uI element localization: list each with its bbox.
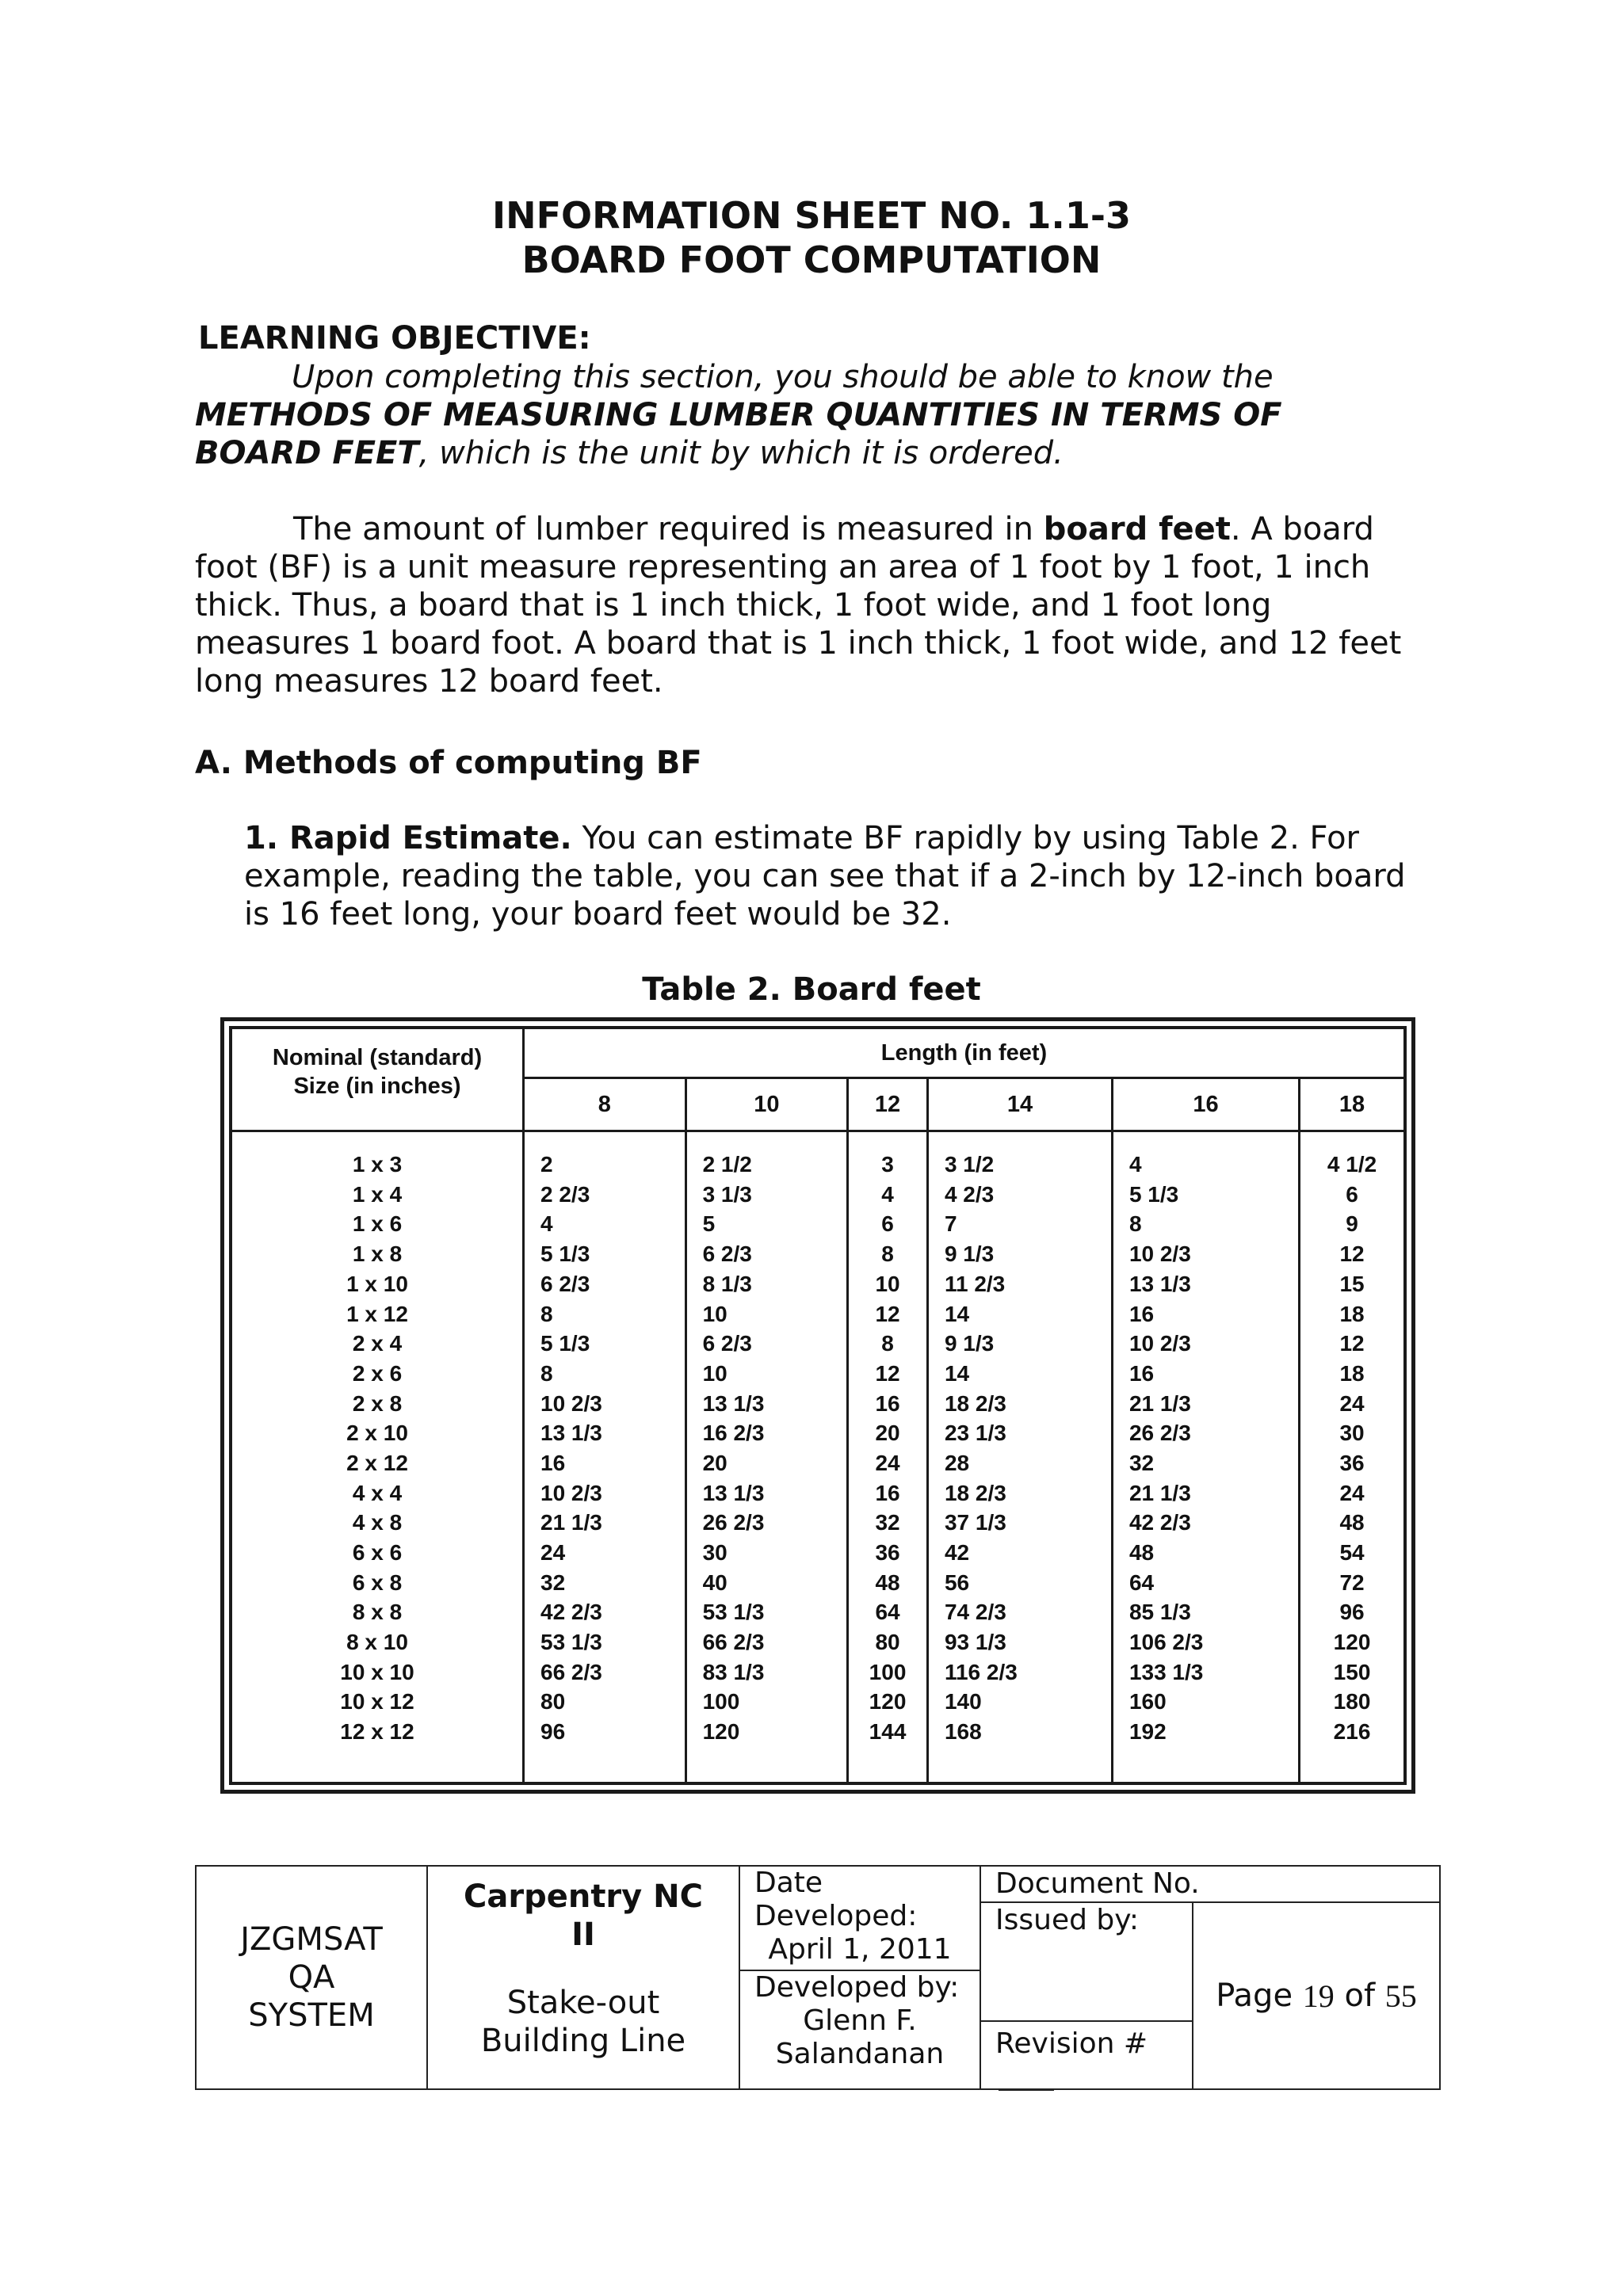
board-feet-cell: 4 2/3 xyxy=(927,1180,1112,1210)
table-row xyxy=(231,1627,1405,1657)
learning-objective-text xyxy=(195,358,1415,472)
table-row xyxy=(231,1209,1405,1239)
page-current: 19 xyxy=(1302,1978,1335,2014)
board-feet-cell: 48 xyxy=(1112,1538,1299,1568)
learning-objective-emphasis: METHODS OF MEASURING LUMBER QUANTITIES IN TERMS OF BOARD FEET xyxy=(195,397,1282,471)
board-feet-cell: 24 xyxy=(848,1448,928,1478)
intro-part-2: . A board foot (BF) is a unit measure representing an area of 1 foot by 1 foot, 1 inch thick. Thus, a board that is 1 inch thick, 1 foot wide, and 1 foot long measures 1 board foot. A board that is 1 inch thick, 1 foot wide, and 12 feet long measures 12 board feet. xyxy=(195,511,1402,700)
row-size-cell: 2 x 4 xyxy=(231,1329,524,1359)
course-line-2: II xyxy=(571,1917,595,1953)
module-line-2: Building Line xyxy=(480,2023,686,2059)
board-feet-cell: 3 xyxy=(848,1131,928,1180)
board-feet-cell: 96 xyxy=(524,1717,686,1747)
board-feet-cell: 26 2/3 xyxy=(1112,1418,1299,1448)
revision-blank-line xyxy=(999,2088,1054,2091)
intro-bold-term: board feet xyxy=(1043,511,1231,547)
table-row xyxy=(231,1687,1405,1717)
table-row xyxy=(231,1239,1405,1269)
board-feet-cell: 36 xyxy=(1300,1448,1405,1478)
board-feet-cell: 48 xyxy=(848,1568,928,1598)
module-line-1: Stake-out xyxy=(506,1985,660,2021)
board-feet-cell: 100 xyxy=(685,1687,848,1717)
board-feet-cell: 24 xyxy=(524,1538,686,1568)
board-feet-cell: 8 xyxy=(848,1239,928,1269)
board-feet-cell: 10 2/3 xyxy=(524,1478,686,1508)
board-feet-cell: 8 1/3 xyxy=(685,1269,848,1299)
table-row xyxy=(231,1299,1405,1329)
board-feet-cell: 120 xyxy=(848,1687,928,1717)
board-feet-cell: 216 xyxy=(1300,1717,1405,1747)
rapid-estimate-title: 1. Rapid Estimate. xyxy=(244,820,572,856)
board-feet-cell: 10 2/3 xyxy=(1112,1329,1299,1359)
revision-label: Revision # xyxy=(995,2027,1148,2060)
board-feet-cell: 32 xyxy=(1112,1448,1299,1478)
board-feet-cell: 6 xyxy=(1300,1180,1405,1210)
board-feet-cell: 28 xyxy=(927,1448,1112,1478)
page-word: Page xyxy=(1216,1978,1293,2014)
table-bottom-spacer xyxy=(231,1747,1405,1783)
title-line-1: INFORMATION SHEET NO. 1.1-3 xyxy=(491,194,1131,237)
board-feet-cell: 53 1/3 xyxy=(524,1627,686,1657)
table-row xyxy=(231,1418,1405,1448)
row-size-cell: 1 x 4 xyxy=(231,1180,524,1210)
table-row xyxy=(231,1389,1405,1419)
board-feet-cell: 64 xyxy=(848,1597,928,1627)
rapid-estimate-paragraph xyxy=(244,819,1417,933)
board-feet-cell: 13 1/3 xyxy=(685,1389,848,1419)
board-feet-cell: 116 2/3 xyxy=(927,1657,1112,1688)
board-feet-cell: 2 1/2 xyxy=(685,1131,848,1180)
board-feet-cell: 6 xyxy=(848,1209,928,1239)
board-feet-cell: 18 xyxy=(1300,1299,1405,1329)
board-feet-cell: 7 xyxy=(927,1209,1112,1239)
board-feet-cell: 10 xyxy=(848,1269,928,1299)
board-feet-cell: 64 xyxy=(1112,1568,1299,1598)
revision-cell xyxy=(981,2022,1192,2088)
board-feet-cell: 30 xyxy=(1300,1418,1405,1448)
board-feet-cell: 16 xyxy=(848,1478,928,1508)
course-line-1: Carpentry NC xyxy=(464,1878,703,1915)
board-feet-cell: 6 2/3 xyxy=(524,1269,686,1299)
board-feet-cell: 5 1/3 xyxy=(1112,1180,1299,1210)
length-col-header: 10 xyxy=(685,1078,848,1131)
board-feet-cell: 2 xyxy=(524,1131,686,1180)
size-header-line-1: Nominal (standard) xyxy=(272,1045,483,1070)
date-label-line-2: Developed: xyxy=(754,1900,918,1932)
board-feet-cell: 2 2/3 xyxy=(524,1180,686,1210)
document-title xyxy=(0,193,1623,282)
row-size-cell: 1 x 3 xyxy=(231,1131,524,1180)
board-feet-cell: 66 2/3 xyxy=(685,1627,848,1657)
board-feet-cell: 100 xyxy=(848,1657,928,1688)
board-feet-cell: 10 2/3 xyxy=(524,1389,686,1419)
board-feet-cell: 21 1/3 xyxy=(1112,1478,1299,1508)
rapid-estimate-text: You can estimate BF rapidly by using Table 2. For example, reading the table, you can see that if a 2-inch by 12-inch board is 16 feet long, your board feet would be 32. xyxy=(244,820,1406,933)
board-feet-cell: 74 2/3 xyxy=(927,1597,1112,1627)
board-feet-cell: 36 xyxy=(848,1538,928,1568)
board-feet-cell: 160 xyxy=(1112,1687,1299,1717)
board-feet-cell: 83 1/3 xyxy=(685,1657,848,1688)
board-feet-cell: 72 xyxy=(1300,1568,1405,1598)
board-feet-cell: 106 2/3 xyxy=(1112,1627,1299,1657)
footer-document-info xyxy=(980,1866,1440,2089)
row-size-cell: 4 x 8 xyxy=(231,1508,524,1538)
board-feet-cell: 144 xyxy=(848,1717,928,1747)
row-size-cell: 2 x 10 xyxy=(231,1418,524,1448)
org-line-2: QA xyxy=(288,1959,335,1996)
row-size-cell: 4 x 4 xyxy=(231,1478,524,1508)
board-feet-cell: 12 xyxy=(848,1299,928,1329)
board-feet-cell: 5 xyxy=(685,1209,848,1239)
board-feet-cell: 8 xyxy=(524,1299,686,1329)
board-feet-cell: 4 xyxy=(1112,1131,1299,1180)
board-feet-cell: 15 xyxy=(1300,1269,1405,1299)
page-total: 55 xyxy=(1384,1978,1417,2014)
module-name xyxy=(428,1984,739,2060)
table-caption: Table 2. Board feet xyxy=(642,971,981,1008)
row-size-cell: 6 x 6 xyxy=(231,1538,524,1568)
intro-paragraph xyxy=(195,510,1431,700)
board-feet-cell: 40 xyxy=(685,1568,848,1598)
board-feet-table-frame xyxy=(220,1017,1415,1794)
board-feet-cell: 10 2/3 xyxy=(1112,1239,1299,1269)
learning-objective-tail: , which is the unit by which it is ordered. xyxy=(418,435,1064,471)
board-feet-cell: 120 xyxy=(1300,1627,1405,1657)
page-of-word: of xyxy=(1344,1978,1376,2014)
board-feet-cell: 13 1/3 xyxy=(524,1418,686,1448)
row-size-cell: 1 x 6 xyxy=(231,1209,524,1239)
row-size-cell: 10 x 12 xyxy=(231,1687,524,1717)
board-feet-cell: 4 1/2 xyxy=(1300,1131,1405,1180)
board-feet-cell: 18 xyxy=(1300,1359,1405,1389)
length-col-header: 8 xyxy=(524,1078,686,1131)
board-feet-cell: 168 xyxy=(927,1717,1112,1747)
board-feet-cell: 6 2/3 xyxy=(685,1329,848,1359)
board-feet-cell: 37 1/3 xyxy=(927,1508,1112,1538)
table-row xyxy=(231,1180,1405,1210)
row-size-cell: 12 x 12 xyxy=(231,1717,524,1747)
board-feet-cell: 24 xyxy=(1300,1478,1405,1508)
board-feet-cell: 8 xyxy=(524,1359,686,1389)
board-feet-cell: 32 xyxy=(524,1568,686,1598)
board-feet-cell: 8 xyxy=(1112,1209,1299,1239)
board-feet-cell: 56 xyxy=(927,1568,1112,1598)
board-feet-cell: 8 xyxy=(848,1329,928,1359)
footer-dates xyxy=(739,1866,980,2089)
board-feet-cell: 3 1/2 xyxy=(927,1131,1112,1180)
footer-course xyxy=(427,1866,739,2089)
row-size-cell: 8 x 8 xyxy=(231,1597,524,1627)
board-feet-cell: 42 2/3 xyxy=(1112,1508,1299,1538)
developed-by-label: Developed by: xyxy=(754,1971,960,2004)
document-footer xyxy=(195,1865,1441,2090)
board-feet-cell: 42 2/3 xyxy=(524,1597,686,1627)
board-feet-cell: 54 xyxy=(1300,1538,1405,1568)
board-feet-cell: 16 xyxy=(848,1389,928,1419)
board-feet-cell: 42 xyxy=(927,1538,1112,1568)
date-developed-value: April 1, 2011 xyxy=(768,1933,952,1966)
board-feet-cell: 9 xyxy=(1300,1209,1405,1239)
developer-name-line-1: Glenn F. xyxy=(803,2004,917,2037)
length-col-header: 18 xyxy=(1300,1078,1405,1131)
board-feet-cell: 133 1/3 xyxy=(1112,1657,1299,1688)
table-row xyxy=(231,1508,1405,1538)
board-feet-cell: 16 xyxy=(1112,1299,1299,1329)
board-feet-cell: 9 1/3 xyxy=(927,1329,1112,1359)
table-row xyxy=(231,1131,1405,1180)
title-line-2: BOARD FOOT COMPUTATION xyxy=(521,238,1102,281)
board-feet-cell: 18 2/3 xyxy=(927,1478,1112,1508)
table-row xyxy=(231,1657,1405,1688)
board-feet-cell: 53 1/3 xyxy=(685,1597,848,1627)
board-feet-cell: 180 xyxy=(1300,1687,1405,1717)
board-feet-cell: 10 xyxy=(685,1359,848,1389)
issued-by-label: Issued by: xyxy=(981,1903,1192,2022)
board-feet-cell: 21 1/3 xyxy=(524,1508,686,1538)
board-feet-cell: 26 2/3 xyxy=(685,1508,848,1538)
board-feet-cell: 16 xyxy=(524,1448,686,1478)
board-feet-cell: 4 xyxy=(524,1209,686,1239)
board-feet-cell: 6 2/3 xyxy=(685,1239,848,1269)
row-size-cell: 1 x 8 xyxy=(231,1239,524,1269)
row-size-cell: 1 x 12 xyxy=(231,1299,524,1329)
board-feet-cell: 150 xyxy=(1300,1657,1405,1688)
board-feet-cell: 48 xyxy=(1300,1508,1405,1538)
table-row xyxy=(231,1597,1405,1627)
learning-objective-heading: LEARNING OBJECTIVE: xyxy=(198,320,591,357)
table-row xyxy=(231,1448,1405,1478)
table-row xyxy=(231,1359,1405,1389)
board-feet-cell: 85 1/3 xyxy=(1112,1597,1299,1627)
board-feet-cell: 30 xyxy=(685,1538,848,1568)
size-column-header xyxy=(231,1028,524,1131)
footer-organization xyxy=(196,1866,427,2089)
board-feet-cell: 96 xyxy=(1300,1597,1405,1627)
board-feet-cell: 192 xyxy=(1112,1717,1299,1747)
row-size-cell: 10 x 10 xyxy=(231,1657,524,1688)
section-a-heading: A. Methods of computing BF xyxy=(195,745,702,781)
row-size-cell: 1 x 10 xyxy=(231,1269,524,1299)
row-size-cell: 2 x 8 xyxy=(231,1389,524,1419)
board-feet-cell: 5 1/3 xyxy=(524,1329,686,1359)
date-label-line-1: Date xyxy=(754,1867,823,1899)
row-size-cell: 8 x 10 xyxy=(231,1627,524,1657)
board-feet-cell: 5 1/3 xyxy=(524,1239,686,1269)
table-row xyxy=(231,1329,1405,1359)
table-row xyxy=(231,1269,1405,1299)
course-name xyxy=(428,1878,739,1954)
board-feet-cell: 13 1/3 xyxy=(1112,1269,1299,1299)
table-row xyxy=(231,1568,1405,1598)
board-feet-cell: 12 xyxy=(1300,1239,1405,1269)
board-feet-cell: 24 xyxy=(1300,1389,1405,1419)
intro-part-1: The amount of lumber required is measured in xyxy=(293,511,1044,547)
size-header-line-2: Size (in inches) xyxy=(293,1074,461,1099)
page-indicator xyxy=(1193,1903,1439,2088)
board-feet-cell: 9 1/3 xyxy=(927,1239,1112,1269)
board-feet-cell: 16 2/3 xyxy=(685,1418,848,1448)
board-feet-cell: 4 xyxy=(848,1180,928,1210)
org-line-1: JZGMSAT xyxy=(240,1921,383,1958)
learning-objective-intro: Upon completing this section, you should be able to know the xyxy=(292,359,1274,395)
length-col-header: 12 xyxy=(848,1078,928,1131)
board-feet-cell: 32 xyxy=(848,1508,928,1538)
board-feet-cell: 10 xyxy=(685,1299,848,1329)
board-feet-cell: 23 1/3 xyxy=(927,1418,1112,1448)
table-row xyxy=(231,1538,1405,1568)
document-number-label: Document No. xyxy=(981,1867,1439,1903)
table-row xyxy=(231,1717,1405,1747)
row-size-cell: 6 x 8 xyxy=(231,1568,524,1598)
board-feet-cell: 13 1/3 xyxy=(685,1478,848,1508)
board-feet-cell: 21 1/3 xyxy=(1112,1389,1299,1419)
board-feet-cell: 12 xyxy=(848,1359,928,1389)
board-feet-cell: 11 2/3 xyxy=(927,1269,1112,1299)
board-feet-cell: 120 xyxy=(685,1717,848,1747)
length-col-header: 16 xyxy=(1112,1078,1299,1131)
length-col-header: 14 xyxy=(927,1078,1112,1131)
length-header: Length (in feet) xyxy=(524,1028,1406,1078)
board-feet-table xyxy=(229,1026,1407,1785)
table-row xyxy=(231,1478,1405,1508)
board-feet-cell: 12 xyxy=(1300,1329,1405,1359)
board-feet-cell: 3 1/3 xyxy=(685,1180,848,1210)
developer-name-line-2: Salandanan xyxy=(775,2038,945,2070)
board-feet-cell: 20 xyxy=(685,1448,848,1478)
row-size-cell: 2 x 12 xyxy=(231,1448,524,1478)
row-size-cell: 2 x 6 xyxy=(231,1359,524,1389)
board-feet-cell: 16 xyxy=(1112,1359,1299,1389)
board-feet-cell: 66 2/3 xyxy=(524,1657,686,1688)
board-feet-cell: 20 xyxy=(848,1418,928,1448)
board-feet-cell: 140 xyxy=(927,1687,1112,1717)
board-feet-cell: 93 1/3 xyxy=(927,1627,1112,1657)
org-line-3: SYSTEM xyxy=(248,1997,375,2034)
board-feet-cell: 80 xyxy=(848,1627,928,1657)
board-feet-cell: 14 xyxy=(927,1299,1112,1329)
board-feet-cell: 18 2/3 xyxy=(927,1389,1112,1419)
board-feet-cell: 80 xyxy=(524,1687,686,1717)
board-feet-cell: 14 xyxy=(927,1359,1112,1389)
